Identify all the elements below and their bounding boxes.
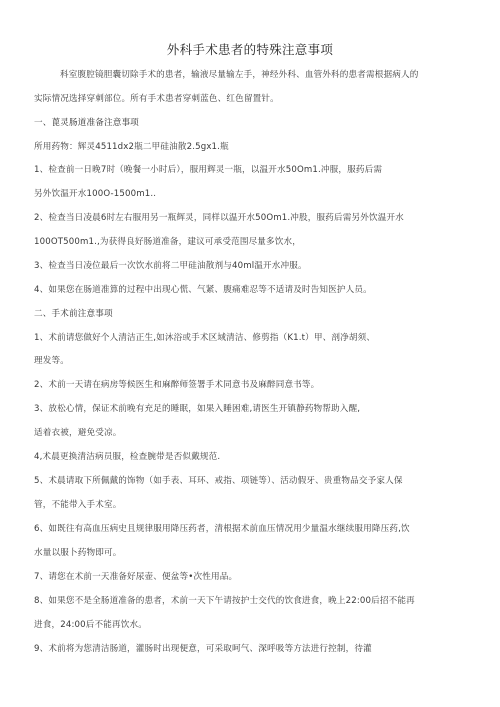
paragraph-line: 所用药物：辉灵4511dx2瓶二甲硅油散2.5gx1.瓶	[34, 142, 229, 152]
list-item-line: 3、放松心情，保证术前晚有充足的睡眠，如果入睡困难,请医生开镇静药物帮助入醒,	[34, 404, 361, 414]
paragraph-line: 实际情况选择穿刺部位。所有手术患者穿刺蓝色、红色留置针。	[34, 94, 279, 104]
document-title: 外科手术患者的特殊注意事项	[166, 42, 334, 57]
list-item-line: 3、检查当日凌位最后一次饮水前将二甲硅油散剂与40ml温开水冲服。	[34, 261, 307, 271]
list-item-line: 8、如果您不是全肠道准备的患者，术前一天下午请按护士交代的饮食进食，晚上22:00后招不能再	[34, 596, 415, 606]
list-item-line: 另外饮温开水100O-1500m1..	[34, 189, 157, 199]
paragraph-line: 科室腹腔镜胆囊切除手术的患者，输液尽量输左手，神经外科、血管外科的患者需根据病人的	[60, 70, 419, 80]
list-item-line: 4、如果您在肠道准算的过程中出现心慌、气紧、腹痛难忍等不适请及时告知医护人员。	[34, 285, 372, 295]
list-item-line: 1、检查前一日晚7时（晚餐一小时后），服用辉灵一瓶，以温开水50Om1.冲服，服药后需	[34, 165, 383, 175]
list-item-line: 1、术前请您做好个人清洁正生,如沐浴或手术区域清洁、修剪指（K1.t）甲、剖净胡须、	[34, 333, 376, 343]
list-item-line: 7、请您在术前一天准备好尿壶、便盆等•次性用品。	[34, 572, 238, 582]
list-item-line: 适着衣被，避免受凉。	[34, 428, 122, 438]
section-heading: 二、手术前注意事项	[34, 309, 113, 319]
list-item-line: 9、术前将为您清洁肠道，灌肠时出现便意，可采取呵气、深呼吸等方法进行控制，待灌	[34, 644, 372, 654]
list-item-line: 水量以服卜药物即可。	[34, 548, 122, 558]
list-item-line: 6、如既往有高血压病史且规律服用降压药者，清根据术前血压情况用少量温水继续服用降压药,饮	[34, 524, 410, 534]
list-item-line: 进食，24:00后不能再饮水。	[34, 620, 147, 630]
section-heading: 一、蓖灵肠道准备注意事项	[34, 118, 139, 128]
list-item-line: 100OT500m1.,为获得良好肠道准备，建议可承受范围尽量多饮水，	[34, 237, 302, 247]
list-item-line: 管，不能带入手术室。	[34, 500, 122, 510]
list-item-line: 2、检查当日凌晨6时左右服用另一瓶辉灵，同样以温开水50Om1.冲股，服药后需另外饮温开水	[34, 213, 404, 223]
list-item-line: 理发等。	[34, 356, 69, 366]
list-item-line: 4,术晨更换清洁病员服，检查腕带是否似戴规范.	[34, 452, 221, 462]
list-item-line: 2、术前一天请在病房等候医生和麻醉师签署手术同意书及麻醉同意书等。	[34, 380, 320, 390]
list-item-line: 5、术晨请取下所佩戴的饰物（如手表、耳环、戒指、项链等）、活动假牙、贵重物品交予家人保	[34, 476, 403, 486]
